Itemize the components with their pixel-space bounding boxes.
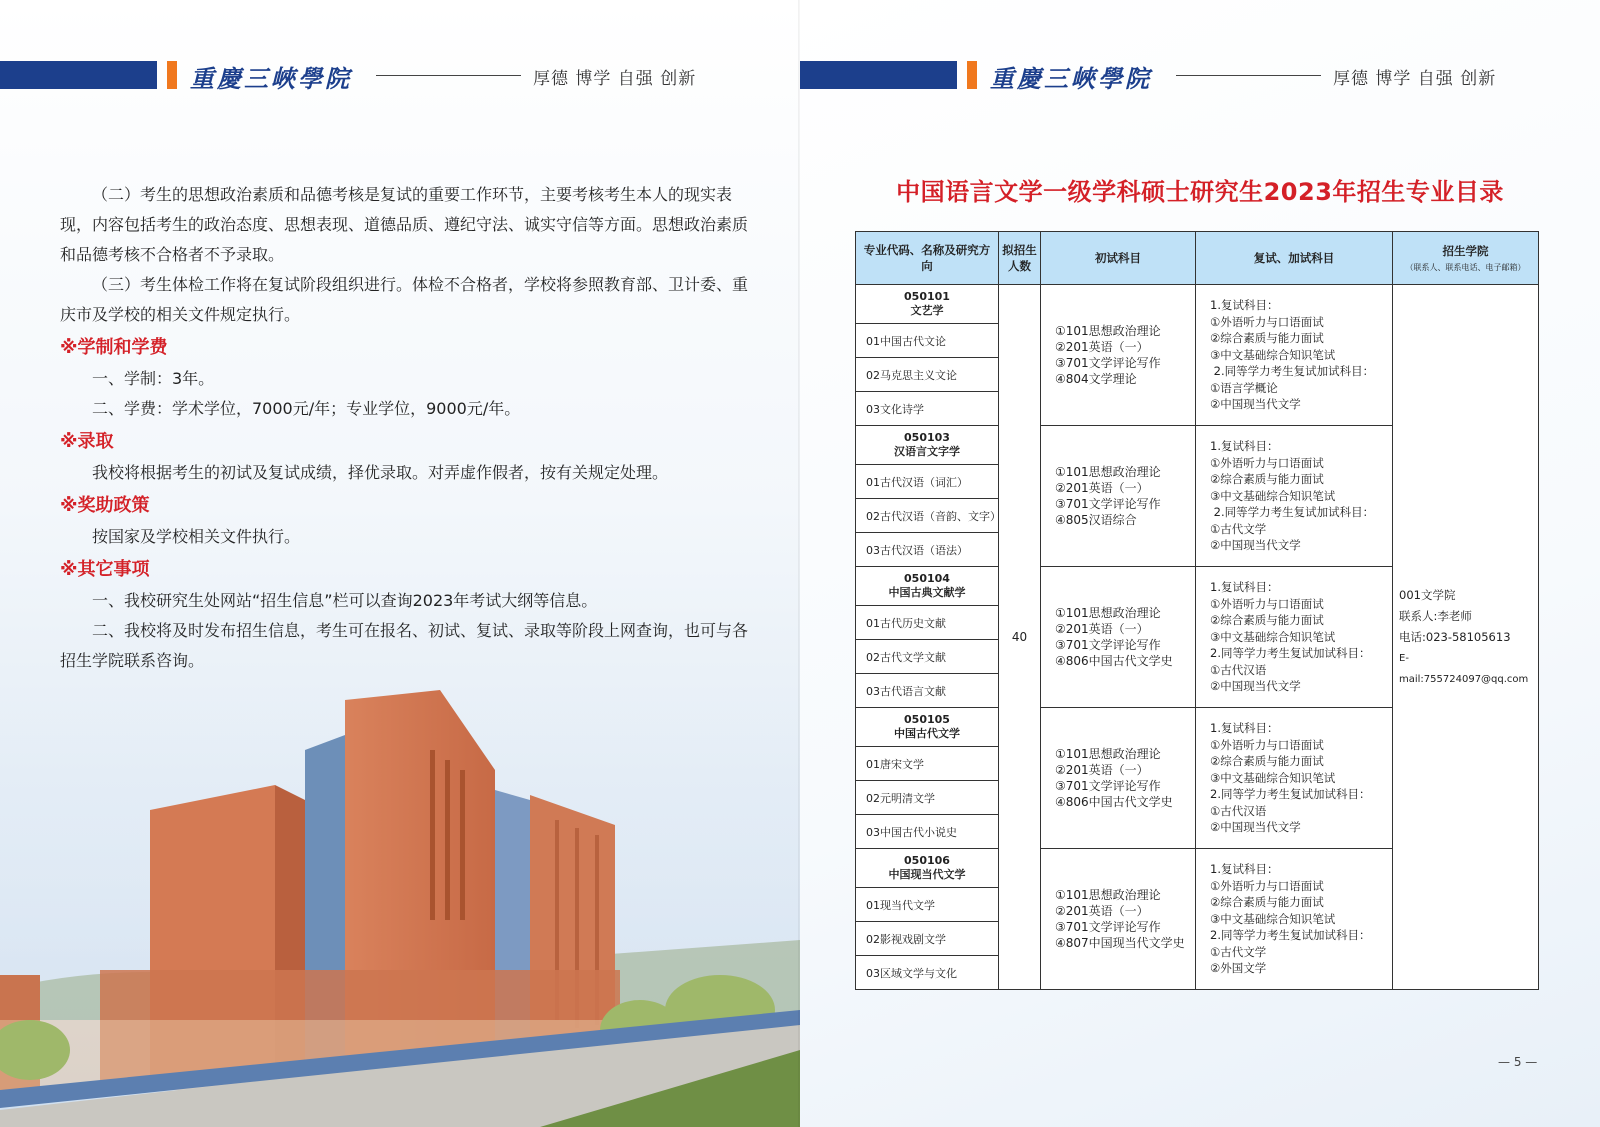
exam-subject: ③701文学评论写作 — [1055, 497, 1161, 511]
retest-subjects-cell — [1196, 849, 1393, 990]
major-code: 050104 — [904, 572, 950, 585]
research-direction: 01现当代文学 — [856, 888, 999, 922]
retest-subject: ②综合素质与能力面试 — [1210, 895, 1324, 910]
exam-subjects-cell — [1041, 567, 1196, 708]
right-page — [800, 0, 1600, 1127]
major-code: 050103 — [904, 431, 950, 444]
body-paragraph: 一、我校研究生处网站“招生信息”栏可以查询2023年考试大纲等信息。 — [92, 591, 598, 610]
retest-subject: ①外语听力与口语面试 — [1210, 737, 1324, 752]
retest-subject: ①古代汉语 — [1210, 662, 1267, 677]
major-code: 050105 — [904, 713, 950, 726]
college-contact-person: 联系人:李老师 — [1399, 608, 1472, 623]
school-motto: 厚德 博学 自强 创新 — [533, 69, 697, 89]
body-paragraph: 按国家及学校相关文件执行。 — [92, 527, 301, 546]
retest-subject: ②中国现当代文学 — [1210, 538, 1301, 553]
college-email: E-mail:755724097@qq.com — [1399, 652, 1529, 685]
retest-subject: ③中文基础综合知识笔试 — [1210, 911, 1336, 926]
retest-subject: ①古代文学 — [1210, 521, 1267, 536]
retest-subject: ①古代汉语 — [1210, 803, 1267, 818]
exam-subject: ③701文学评论写作 — [1055, 779, 1161, 793]
retest-subject: 1.复试科目： — [1210, 862, 1279, 877]
header-blue-bar — [0, 61, 157, 89]
school-logo-text: 重慶三峽學院 — [990, 64, 1152, 93]
research-direction: 02古代汉语（音韵、文字） — [856, 499, 999, 533]
research-direction: 01古代历史文献 — [856, 606, 999, 640]
exam-subject: ④804文学理论 — [1055, 372, 1137, 386]
major-name: 文艺学 — [910, 304, 944, 317]
retest-subject: ②中国现当代文学 — [1210, 397, 1301, 412]
college-header-sublabel: （联系人、联系电话、电子邮箱） — [1405, 263, 1526, 272]
major-code-name — [856, 426, 999, 465]
exam-subject: ①101思想政治理论 — [1055, 324, 1161, 338]
section-heading: ※录取 — [60, 431, 114, 452]
retest-subject: ①外语听力与口语面试 — [1210, 596, 1324, 611]
school-logo-text: 重慶三峽學院 — [190, 64, 352, 93]
retest-subject: ①外语听力与口语面试 — [1210, 878, 1324, 893]
major-code-name — [856, 708, 999, 747]
body-paragraph: 一、学制：3年。 — [92, 369, 215, 388]
header-blue-bar — [800, 61, 957, 89]
retest-subjects-cell — [1196, 567, 1393, 708]
admission-notes-text — [60, 180, 750, 676]
retest-subject: ①外语听力与口语面试 — [1210, 455, 1324, 470]
body-paragraph: 二、学费：学术学位，7000元/年；专业学位，9000元/年。 — [92, 399, 521, 418]
section-heading: ※学制和学费 — [60, 337, 168, 358]
header-orange-bar — [167, 61, 177, 89]
major-code-name — [856, 567, 999, 606]
col-header-major: 专业代码、名称及研究方向 — [856, 232, 999, 285]
retest-subjects-cell — [1196, 285, 1393, 426]
col-header-exam: 初试科目 — [1041, 232, 1196, 285]
retest-subject: 2.同等学力考生复试加试科目： — [1210, 928, 1371, 943]
exam-subject: ④806中国古代文学史 — [1055, 795, 1173, 809]
section-heading: ※奖助政策 — [60, 495, 150, 516]
research-direction: 03区域文学与文化 — [856, 956, 999, 990]
research-direction: 03古代汉语（语法） — [856, 533, 999, 567]
exam-subject: ①101思想政治理论 — [1055, 888, 1161, 902]
major-name: 中国古典文献学 — [888, 586, 966, 599]
research-direction: 01古代汉语（词汇） — [856, 465, 999, 499]
exam-subjects-cell — [1041, 849, 1196, 990]
major-name: 中国古代文学 — [894, 727, 960, 740]
college-header-label: 招生学院 — [1442, 244, 1489, 258]
enrollment-catalog-table — [855, 231, 1539, 990]
exam-subject: ④805汉语综合 — [1055, 513, 1137, 527]
major-code-name — [856, 849, 999, 888]
exam-subjects-cell — [1041, 285, 1196, 426]
body-paragraph: 二、我校将及时发布招生信息，考生可在报名、初试、复试、录取等阶段上网查询，也可与各招生学院联系咨询。 — [60, 621, 749, 670]
retest-subject: 1.复试科目： — [1210, 298, 1279, 313]
research-direction: 01唐宋文学 — [856, 747, 999, 781]
exam-subject: ②201英语（一） — [1055, 340, 1149, 354]
research-direction: 03古代语言文献 — [856, 674, 999, 708]
retest-subject: ①外语听力与口语面试 — [1210, 314, 1324, 329]
col-header-quota: 拟招生人数 — [999, 232, 1041, 285]
exam-subject: ①101思想政治理论 — [1055, 606, 1161, 620]
retest-subject: ③中文基础综合知识笔试 — [1210, 488, 1336, 503]
major-name: 汉语言文字学 — [894, 445, 960, 458]
retest-subject: ③中文基础综合知识笔试 — [1210, 629, 1336, 644]
body-paragraph: 我校将根据考生的初试及复试成绩，择优录取。对弄虚作假者，按有关规定处理。 — [92, 463, 669, 482]
retest-subject: ①语言学概论 — [1210, 380, 1278, 395]
retest-subjects-cell — [1196, 426, 1393, 567]
major-name: 中国现当代文学 — [888, 868, 966, 881]
exam-subject: ②201英语（一） — [1055, 904, 1149, 918]
section-heading: ※其它事项 — [60, 559, 150, 580]
exam-subject: ④807中国现当代文学史 — [1055, 936, 1185, 950]
retest-subject: ②外国文学 — [1210, 961, 1267, 976]
table-header-row — [856, 232, 1539, 285]
retest-subject: ②中国现当代文学 — [1210, 679, 1301, 694]
campus-building-photo — [0, 690, 800, 1127]
major-head-row — [856, 285, 1539, 324]
research-direction: 03中国古代小说史 — [856, 815, 999, 849]
research-direction: 02马克思主义文论 — [856, 358, 999, 392]
major-code: 050106 — [904, 854, 950, 867]
retest-subject: ③中文基础综合知识笔试 — [1210, 347, 1336, 362]
exam-subject: ③701文学评论写作 — [1055, 638, 1161, 652]
header-orange-bar — [967, 61, 977, 89]
retest-subject: ②综合素质与能力面试 — [1210, 331, 1324, 346]
col-header-college — [1393, 232, 1539, 285]
header-rule — [1176, 75, 1321, 76]
catalog-title: 中国语言文学一级学科硕士研究生2023年招生专业目录 — [896, 178, 1504, 206]
header-rule — [376, 75, 521, 76]
college-contact-cell — [1393, 285, 1539, 990]
research-direction: 02元明清文学 — [856, 781, 999, 815]
retest-subject: ①古代文学 — [1210, 944, 1267, 959]
retest-subject: ②综合素质与能力面试 — [1210, 613, 1324, 628]
retest-subject: 1.复试科目： — [1210, 721, 1279, 736]
college-name: 001文学院 — [1399, 587, 1456, 602]
exam-subject: ②201英语（一） — [1055, 622, 1149, 636]
quota-cell: 40 — [999, 285, 1041, 990]
exam-subject: ③701文学评论写作 — [1055, 356, 1161, 370]
retest-subject: ②综合素质与能力面试 — [1210, 472, 1324, 487]
exam-subject: ②201英语（一） — [1055, 481, 1149, 495]
research-direction: 03文化诗学 — [856, 392, 999, 426]
school-motto: 厚德 博学 自强 创新 — [1333, 69, 1497, 89]
retest-subject: ②综合素质与能力面试 — [1210, 754, 1324, 769]
retest-subject: 1.复试科目： — [1210, 439, 1279, 454]
exam-subjects-cell — [1041, 708, 1196, 849]
research-direction: 02影视戏剧文学 — [856, 922, 999, 956]
exam-subject: ③701文学评论写作 — [1055, 920, 1161, 934]
retest-subject: ③中文基础综合知识笔试 — [1210, 770, 1336, 785]
page-number: — 5 — — [1498, 1055, 1538, 1069]
exam-subjects-cell — [1041, 426, 1196, 567]
college-phone: 电话:023-58105613 — [1399, 629, 1511, 644]
body-paragraph: （二）考生的思想政治素质和品德考核是复试的重要工作环节，主要考核考生本人的现实表现，内容包括考生的政治态度、思想表现、道德品质、遵纪守法、诚实守信等方面。思想政治素质和品德考核不合格者不予录取。 — [60, 185, 749, 264]
retest-subject: 2.同等学力考生复试加试科目： — [1210, 646, 1371, 661]
retest-subject: 2.同等学力考生复试加试科目： — [1210, 787, 1371, 802]
retest-subjects-cell — [1196, 708, 1393, 849]
exam-subject: ①101思想政治理论 — [1055, 465, 1161, 479]
research-direction: 02古代文学文献 — [856, 640, 999, 674]
retest-subject: 2.同等学力考生复试加试科目： — [1210, 505, 1375, 520]
exam-subject: ④806中国古代文学史 — [1055, 654, 1173, 668]
major-code-name — [856, 285, 999, 324]
exam-subject: ②201英语（一） — [1055, 763, 1149, 777]
retest-subject: 1.复试科目： — [1210, 580, 1279, 595]
research-direction: 01中国古代文论 — [856, 324, 999, 358]
major-code: 050101 — [904, 290, 950, 303]
retest-subject: ②中国现当代文学 — [1210, 820, 1301, 835]
col-header-retest: 复试、加试科目 — [1196, 232, 1393, 285]
retest-subject: 2.同等学力考生复试加试科目： — [1210, 364, 1375, 379]
exam-subject: ①101思想政治理论 — [1055, 747, 1161, 761]
body-paragraph: （三）考生体检工作将在复试阶段组织进行。体检不合格者，学校将参照教育部、卫计委、重庆市及学校的相关文件规定执行。 — [60, 275, 749, 324]
